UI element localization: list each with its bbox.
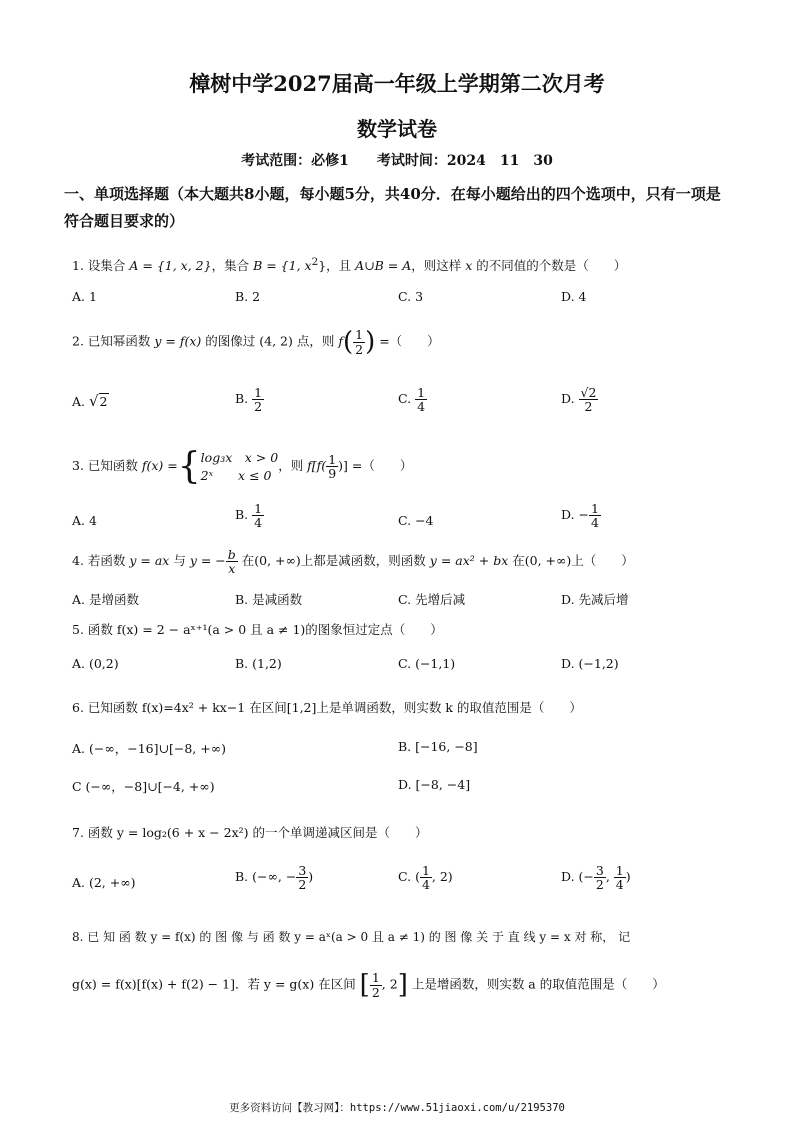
q3-expr: f[f( [307,458,327,473]
q4-option-b: B. 是减函数 [235,592,303,607]
q5-option-a: A. (0,2) [72,656,119,671]
q4-text-2: 与 [169,553,190,569]
question-2: 2. 已知幂函数 y = f(x) 的图像过 (4, 2) 点，则 f( $\frac{1}{2}$ ) =（ ） [72,327,440,357]
q4-func-2: y = − [189,553,226,569]
q3-text-1: 3. 已知函数 [72,458,142,473]
q7-option-c: C. ( $\frac{1}{4}$ , 2) [398,863,453,893]
question-6: 6. 已知函数 f(x)=4x² + kx−1 在区间[1,2]上是单调函数，则实数 k 的取值范围是（ ） [72,700,582,715]
exam-subtitle: 数学试卷 [357,117,437,141]
q3-option-a: A. 4 [72,513,97,528]
q1-set-b-end: } [318,258,327,274]
q4-func-1: y = ax [129,553,170,569]
question-4 [72,548,634,575]
question-5: 5. 函数 f(x) = 2 − aˣ⁺¹(a > 0 且 a ≠ 1)的图象恒过定点（ ） [72,622,443,637]
q1-text-5: 的不同值的个数是（ ） [472,258,627,274]
q8-text-c: 上是增函数，则实数 a 的取值范围是（ ） [407,976,665,992]
question-7: 7. 函数 y = log₂(6 + x − 2x²) 的一个单调递减区间是（ ） [72,825,428,840]
q4-fraction: $\frac{b}{x}$ [227,547,236,577]
q3-piecewise: log₃x x > 0 2ˣ x ≤ 0 [200,450,279,483]
q3-text-2: ，则 [278,458,308,473]
q2-option-c: C. $\frac{1}{4}$ [398,385,426,415]
q5-option-b: B. (1,2) [235,656,282,671]
q2-option-a: A. √2 [72,392,108,410]
q3-option-c: C. −4 [398,513,434,528]
q1-text-3: ，且 [326,258,356,274]
q4-option-c: C. 先增后减 [398,592,466,607]
q1-condition: A∪B = A [355,258,412,274]
q3-fraction: $\frac{1}{9}$ [328,451,337,481]
q3-expr-end: )] [338,458,348,473]
q4-text-1: 4. 若函数 [72,553,130,569]
exam-meta: 考试范围：必修1 考试时间：2024 11 30 [241,153,553,169]
q2-option-d: D. $\frac{√2}{2}$ [561,385,597,415]
q7-option-b: B. (−∞, − $\frac{3}{2}$ ) [235,863,314,893]
q1-option-d: D. 4 [561,289,587,304]
question-1 [72,256,626,274]
q1-text-4: ，则这样 [411,258,466,274]
question-8-line-2: g(x) = f(x)[f(x) + f(2) − 1]．若 y = g(x) 在区间 [ $\frac{1}{2}$ , 2] 上是增函数，则实数 a 的取值范围是（ ） [72,970,665,1000]
q4-option-d: D. 先减后增 [561,592,629,607]
q3-option-b: B. $\frac{1}{4}$ [235,501,263,531]
q8-text-b: , 2 [381,976,398,992]
q8-text-a: g(x) = f(x)[f(x) + f(2) − 1]．若 y = g(x) 在区间 [72,976,360,992]
q4-func-3: y = ax² + bx [429,553,509,569]
q1-set-a: A = {1, x, 2} [129,258,212,274]
q2-func: y = f(x) [154,333,202,349]
q2-text-2: 的图像过 [201,333,260,349]
q7-option-d: D. (− $\frac{3}{2}$ , $\frac{1}{4}$ ) [561,863,631,893]
q1-option-b: B. 2 [235,289,261,304]
q5-option-c: C. (−1,1) [398,656,456,671]
section-heading: 一、单项选择题（本大题共8小题，每小题5分，共40分．在每小题给出的四个选项中，只有一项是符合题目要求的） [64,185,721,230]
q8-fraction: $\frac{1}{2}$ [371,970,380,1000]
q2-option-b: B. $\frac{1}{2}$ [235,385,263,415]
q6-option-d: D. [−8, −4] [398,777,471,792]
q1-text-2: ，集合 [211,258,254,274]
q4-text-4: 在(0, +∞)上（ ） [508,553,634,569]
q1-option-c: C. 3 [398,289,424,304]
q6-option-c: C (−∞，−8]∪[−4, +∞) [72,779,215,794]
q2-text-4: =（ ） [375,333,440,349]
q4-option-a: A. 是增函数 [72,592,139,607]
q2-text-1: 2. 已知幂函数 [72,333,155,349]
q6-option-a: A. (−∞，−16]∪[−8, +∞) [72,741,226,756]
q1-set-b: B = {1, x [253,258,312,274]
question-3: 3. 已知函数 f(x) ={ log₃x x > 0 2ˣ x ≤ 0 ，则 f[f( $\frac{1}{9}$ )] =（ ） [72,446,413,487]
q2-fraction: $\frac{1}{2}$ [355,327,364,357]
q5-option-d: D. (−1,2) [561,656,619,671]
q1-text-1: 1. 设集合 [72,258,130,274]
q3-option-d: D. − $\frac{1}{4}$ [561,501,599,531]
q2-fcall: f [338,333,343,349]
q1-option-a: A. 1 [72,289,97,304]
q1-set-b-exp: 2 [311,256,319,268]
q3-text-3: =（ ） [347,458,413,473]
q3-func: f(x) = [141,458,178,473]
q7-option-a: A. (2, +∞) [72,875,136,890]
q6-option-b: B. [−16, −8] [398,739,478,754]
footer-link[interactable]: 更多资料访问【教习网】：https://www.51jiaoxi.com/u/2195370 [229,1102,565,1114]
exam-title: 樟树中学2027届高一年级上学期第二次月考 [189,71,605,96]
q4-text-3: 在(0, +∞)上都是减函数，则函数 [237,553,430,569]
q2-point: (4, 2) [259,333,293,349]
question-8-line-1: 8. 已 知 函 数 y = f(x) 的 图 像 与 函 数 y = aˣ(a > 0 且 a ≠ 1) 的 图 像 关 于 直 线 y = x 对 称， 记 [72,930,631,944]
q2-text-3: 点，则 [292,333,339,349]
q1-var: x [465,258,473,274]
